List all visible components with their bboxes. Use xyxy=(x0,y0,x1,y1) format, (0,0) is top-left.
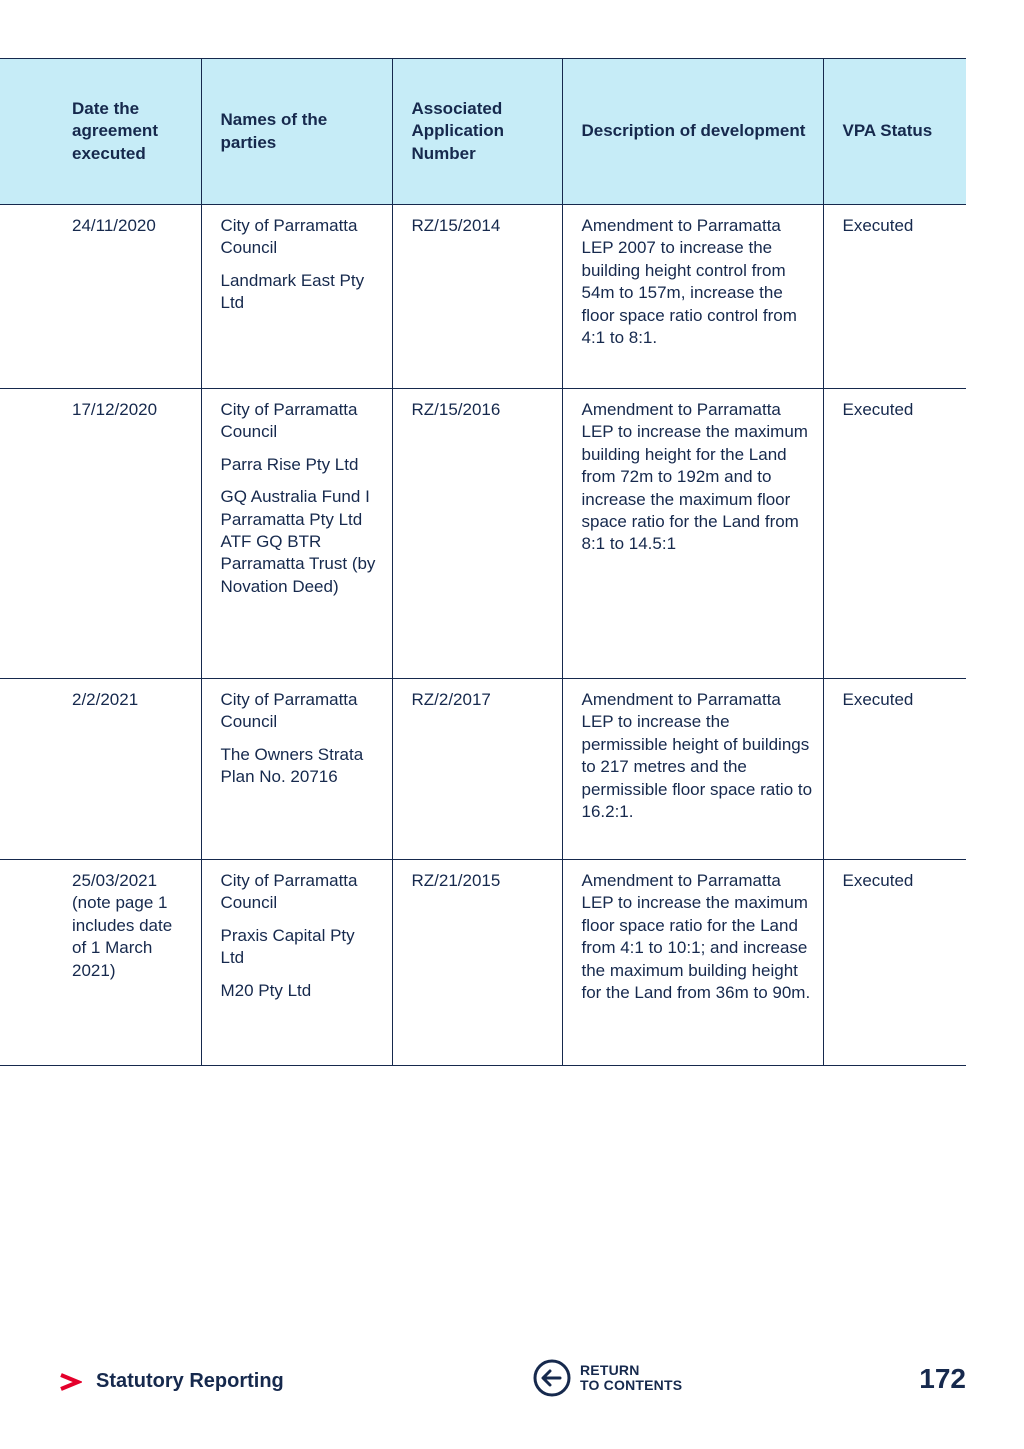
cell-parties xyxy=(201,389,392,679)
party-name: The Owners Strata Plan No. 20716 xyxy=(220,744,364,787)
cell-description: Amendment to Parramatta LEP to increase the maximum floor space ratio for the Land from 4:1 to 10:1; and increase the maximum building height for the Land from 36m to 90m. xyxy=(562,860,823,1066)
table-row xyxy=(0,679,966,860)
cell-date: 25/03/2021 (note page 1 includes date of 1 March 2021) xyxy=(0,860,201,1066)
cell-description: Amendment to Parramatta LEP 2007 to increase the building height control from 54m to 157m, increase the floor space ratio control from 4:1 to 8:1. xyxy=(562,205,823,389)
cell-application: RZ/2/2017 xyxy=(392,679,562,860)
cell-application: RZ/15/2014 xyxy=(392,205,562,389)
table-row xyxy=(0,860,966,1066)
cell-status: Executed xyxy=(823,205,966,389)
section-title: Statutory Reporting xyxy=(96,1370,284,1392)
cell-status: Executed xyxy=(823,679,966,860)
party-name: City of Parramatta Council xyxy=(220,400,358,442)
header-date: Date the agreement executed xyxy=(0,59,201,205)
arrow-left-circle-icon xyxy=(532,1358,572,1398)
cell-description: Amendment to Parramatta LEP to increase the maximum building height for the Land from 72m to 192m and to increase the maximum floor space ratio for the Land from 8:1 to 14.5:1 xyxy=(562,389,823,679)
return-label-line2: TO CONTENTS xyxy=(580,1377,683,1393)
party-name: Parra Rise Pty Ltd xyxy=(220,454,359,474)
party-name: City of Parramatta Council xyxy=(220,871,358,913)
header-application: Associated Application Number xyxy=(392,59,562,205)
footer-section-label xyxy=(58,1370,284,1393)
party-name: City of Parramatta Council xyxy=(220,690,358,732)
table-header-row xyxy=(0,59,966,205)
header-parties: Names of the parties xyxy=(201,59,392,205)
return-label-line1: RETURN xyxy=(580,1362,640,1378)
party-name: Landmark East Pty Ltd xyxy=(220,270,365,313)
cell-application: RZ/15/2016 xyxy=(392,389,562,679)
cell-parties xyxy=(201,205,392,389)
cell-parties xyxy=(201,679,392,860)
cell-status: Executed xyxy=(823,389,966,679)
cell-date: 2/2/2021 xyxy=(0,679,201,860)
party-name: GQ Australia Fund I Parramatta Pty Ltd ATF GQ BTR Parramatta Trust (by Novation Deed) xyxy=(220,487,376,596)
vpa-table xyxy=(0,58,966,1066)
cell-status: Executed xyxy=(823,860,966,1066)
table-row xyxy=(0,205,966,389)
page-number: 172 xyxy=(919,1363,966,1394)
header-description: Description of development xyxy=(562,59,823,205)
cell-parties xyxy=(201,860,392,1066)
chevron-right-icon xyxy=(58,1372,82,1392)
party-name: Praxis Capital Pty Ltd xyxy=(220,925,355,968)
cell-application: RZ/21/2015 xyxy=(392,860,562,1066)
cell-date: 17/12/2020 xyxy=(0,389,201,679)
cell-date: 24/11/2020 xyxy=(0,205,201,389)
party-name: M20 Pty Ltd xyxy=(220,980,312,1000)
header-status: VPA Status xyxy=(823,59,966,205)
return-to-contents-button[interactable] xyxy=(532,1358,682,1398)
party-name: City of Parramatta Council xyxy=(220,216,358,258)
table-row xyxy=(0,389,966,679)
cell-description: Amendment to Parramatta LEP to increase the permissible height of buildings to 217 metres and the permissible floor space ratio to 16.2:1. xyxy=(562,679,823,860)
